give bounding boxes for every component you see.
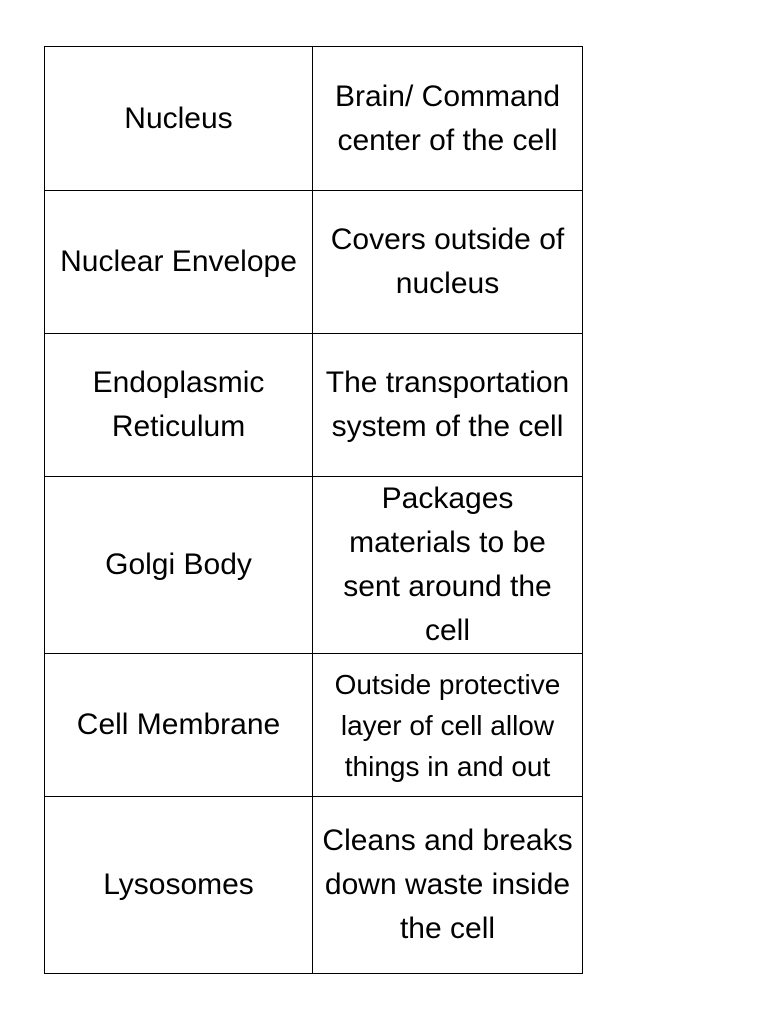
term-cell: Nuclear Envelope bbox=[45, 191, 313, 334]
definition-cell: Packages materials to be sent around the cell bbox=[313, 477, 583, 654]
term-cell: Nucleus bbox=[45, 47, 313, 191]
term-cell: Lysosomes bbox=[45, 797, 313, 974]
table-row bbox=[45, 334, 583, 477]
table-row bbox=[45, 797, 583, 974]
table-row bbox=[45, 654, 583, 797]
definition-cell: Brain/ Command center of the cell bbox=[313, 47, 583, 191]
table-row bbox=[45, 47, 583, 191]
organelle-card-table bbox=[44, 46, 583, 974]
definition-cell: Cleans and breaks down waste inside the cell bbox=[313, 797, 583, 974]
definition-cell: Outside protective layer of cell allow things in and out bbox=[313, 654, 583, 797]
table-row bbox=[45, 191, 583, 334]
term-cell: Cell Membrane bbox=[45, 654, 313, 797]
definition-cell: Covers outside of nucleus bbox=[313, 191, 583, 334]
definition-cell: The transportation system of the cell bbox=[313, 334, 583, 477]
term-cell: Endoplasmic Reticulum bbox=[45, 334, 313, 477]
table-row bbox=[45, 477, 583, 654]
term-cell: Golgi Body bbox=[45, 477, 313, 654]
